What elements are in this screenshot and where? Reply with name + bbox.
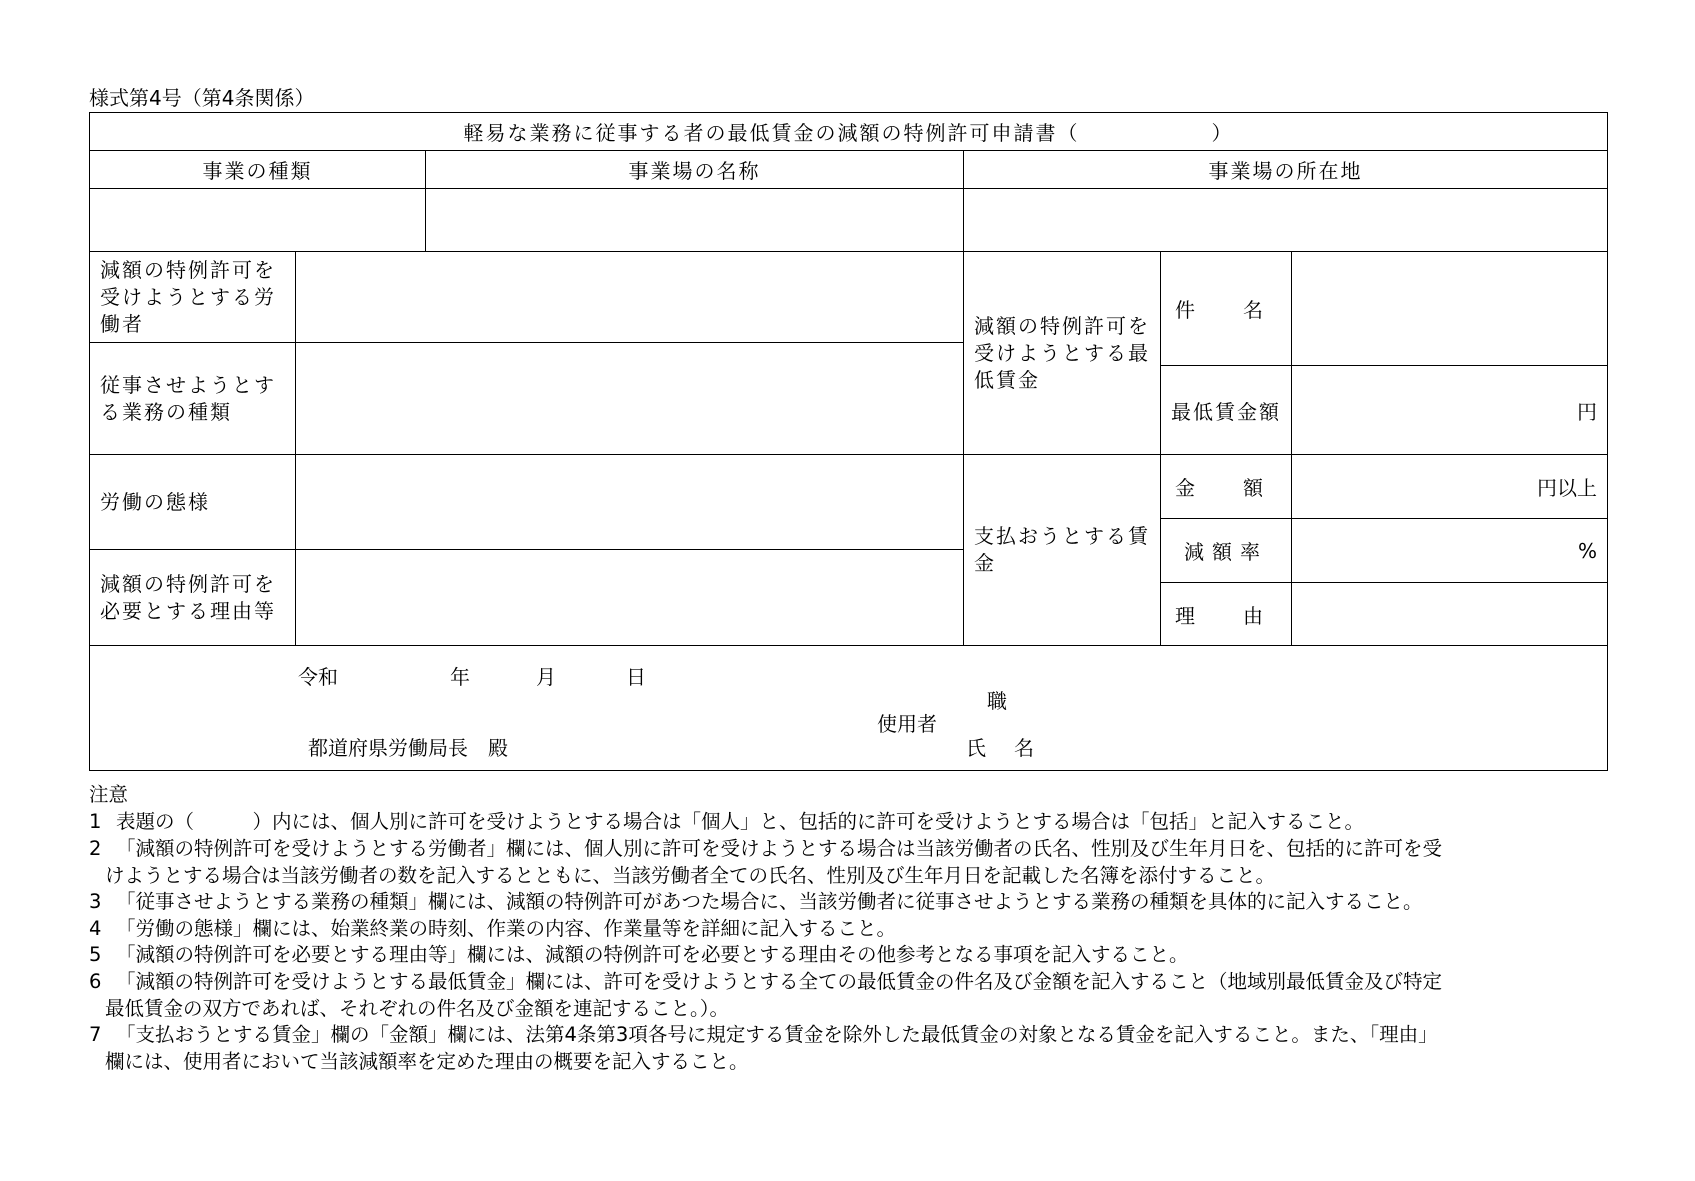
label-amount: 金 額 — [1160, 454, 1292, 519]
note-item-continued: けようとする場合は当該労働者の数を記入するとともに、当該労働者全ての氏名、性別及び生年月日を記載した名簿を添付すること。 — [105, 864, 1276, 887]
note-item: 5 「減額の特例許可を必要とする理由等」欄には、減額の特例許可を必要とする理由その他参考となる事項を記入すること。 — [89, 943, 1189, 966]
label-reason: 減額の特例許可を必要とする理由等 — [89, 549, 296, 646]
form-title: 軽易な業務に従事する者の最低賃金の減額の特例許可申請書（ ） — [89, 112, 1608, 151]
label-reduction-rate: 減額率 — [1160, 518, 1292, 583]
title-label: 職 — [987, 689, 1007, 713]
job-type-field[interactable] — [295, 342, 964, 455]
worker-field[interactable] — [295, 251, 964, 343]
work-mode-field[interactable] — [295, 454, 964, 550]
label-job-type: 従事させようとする業務の種類 — [89, 342, 296, 455]
yen-or-more-unit: 円以上 — [1537, 476, 1597, 500]
amount-field[interactable] — [1291, 454, 1608, 519]
note-item-continued: 最低賃金の双方であれば、それぞれの件名及び金額を連記すること。）。 — [105, 997, 730, 1020]
label-pay-reason: 理 由 — [1160, 582, 1292, 646]
name-label: 氏 名 — [966, 736, 1038, 760]
note-item: 3 「従事させようとする業務の種類」欄には、減額の特例許可があつた場合に、当該労働者に従事させようとする業務の種類を具体的に記入すること。 — [89, 890, 1423, 913]
note-item: 7 「支払おうとする賃金」欄の「金額」欄には、法第4条第3項各号に規定する賃金を除外した最低賃金の対象となる賃金を記入すること。また、「理由」 — [89, 1023, 1438, 1046]
header-business-type: 事業の種類 — [89, 150, 426, 189]
pay-reason-field[interactable] — [1291, 582, 1608, 646]
note-item: 1 表題の（ ）内には、個人別に許可を受けようとする場合は「個人」と、包括的に許可を受けようとする場合は「包括」と記入すること。 — [89, 810, 1365, 833]
business-type-field[interactable] — [89, 188, 426, 252]
employer-label: 使用者 — [877, 712, 937, 736]
header-workplace-location: 事業場の所在地 — [963, 150, 1608, 189]
label-pay: 支払おうとする賃金 — [963, 454, 1161, 646]
reduction-rate-field[interactable] — [1291, 518, 1608, 583]
min-wage-amount-field[interactable] — [1291, 365, 1608, 455]
percent-unit: % — [1577, 538, 1597, 563]
yen-unit: 円 — [1577, 399, 1597, 424]
note-item-continued: 欄には、使用者において当該減額率を定めた理由の概要を記入すること。 — [105, 1050, 749, 1073]
label-min-wage: 減額の特例許可を受けようとする最低賃金 — [963, 251, 1161, 455]
year-label: 年 — [450, 665, 470, 689]
note-item: 4 「労働の態様」欄には、始業終業の時刻、作業の内容、作業量等を詳細に記入すること。 — [89, 917, 897, 940]
case-name-field[interactable] — [1291, 251, 1608, 366]
note-item: 6 「減額の特例許可を受けようとする最低賃金」欄には、許可を受けようとする全ての最低賃金の件名及び金額を記入すること（地域別最低賃金及び特定 — [89, 970, 1443, 993]
form-number: 様式第4号（第4条関係） — [89, 86, 315, 110]
month-label: 月 — [536, 665, 556, 689]
era-label: 令和 — [298, 665, 338, 689]
workplace-name-field[interactable] — [425, 188, 964, 252]
label-case-name: 件 名 — [1160, 251, 1292, 366]
header-workplace-name: 事業場の名称 — [425, 150, 964, 189]
day-label: 日 — [626, 665, 646, 689]
reason-field[interactable] — [295, 549, 964, 646]
addressee: 都道府県労働局長 殿 — [308, 736, 508, 760]
notes-heading: 注意 — [89, 783, 129, 806]
label-min-wage-amount: 最低賃金額 — [1160, 365, 1292, 455]
label-work-mode: 労働の態様 — [89, 454, 296, 550]
note-item: 2 「減額の特例許可を受けようとする労働者」欄には、個人別に許可を受けようとする場合は当該労働者の氏名、性別及び生年月日を、包括的に許可を受 — [89, 837, 1443, 860]
workplace-location-field[interactable] — [963, 188, 1608, 252]
label-worker: 減額の特例許可を受けようとする労働者 — [89, 251, 296, 343]
